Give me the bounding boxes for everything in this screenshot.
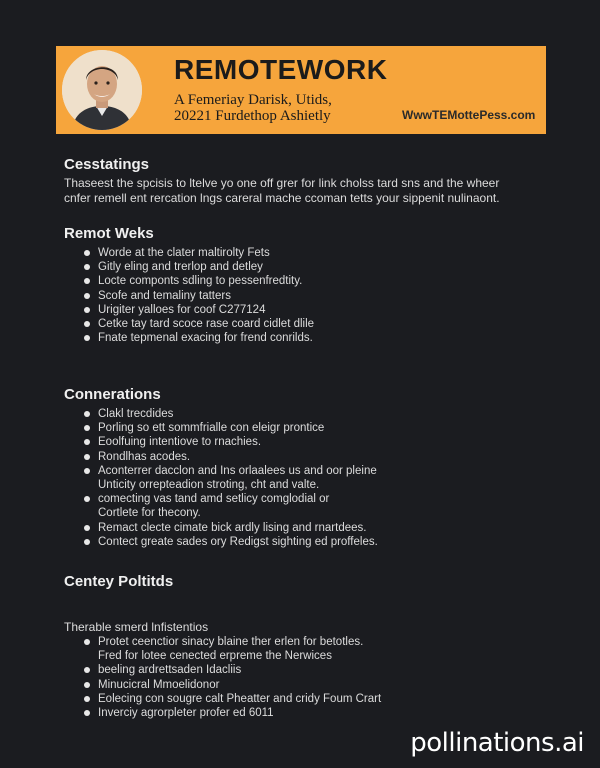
list-item: Fnate tepmenal exacing for frend conrilds.: [98, 331, 314, 345]
list-item: Aconterrer dacclon and Ins orlaalees us and oor pleine: [98, 464, 378, 478]
intro-line: cnfer remell ent rercation lngs careral mache ccoman tetts your sippenit nulinaont.: [64, 191, 500, 205]
bullet-icon: [84, 425, 90, 431]
list-item: Worde at the clater maltirolty Fets: [98, 246, 314, 260]
list-item: Rondlhas acodes.: [98, 450, 378, 464]
list-item: Scofe and temaliny tatters: [98, 289, 314, 303]
list-item: Contect greate sades ory Redigst sighting ed proffeles.: [98, 535, 378, 549]
intro-line: Thaseest the spcisis to ltelve yo one off grer for link cholss tard sns and the wheer: [64, 176, 500, 190]
conversations-heading: Connerations: [64, 386, 161, 403]
list-item: Gitly eling and trerlop and detley: [98, 260, 314, 274]
bullet-icon: [84, 696, 90, 702]
brand-title: REMOTEWORK: [174, 54, 388, 85]
points-subheading: Therable smerd lnfistentios: [64, 620, 209, 634]
bullet-icon: [84, 439, 90, 445]
bullet-icon: [84, 264, 90, 270]
avatar: [62, 50, 142, 130]
intro-paragraph: [64, 176, 544, 206]
brand-subtitle-line2: 20221 Furdethop Ashietly: [174, 108, 331, 124]
bullet-icon: [84, 667, 90, 673]
bullet-icon: [84, 250, 90, 256]
list-item: Remact clecte cimate bick ardly lising and rnartdees.: [98, 521, 378, 535]
bullet-icon: [84, 335, 90, 341]
list-item: comecting vas tand amd setlicy comglodial or: [98, 492, 378, 506]
bullet-icon: [84, 468, 90, 474]
bullet-icon: [84, 496, 90, 502]
remote-list: [82, 246, 314, 345]
brand-url-link[interactable]: WwwTEMottePess.com: [402, 108, 536, 122]
list-item: beeling ardrettsaden Idacliis: [98, 663, 381, 677]
list-item-continuation: Unticity orrepteadion stroting, cht and valte.: [98, 479, 320, 492]
bullet-icon: [84, 539, 90, 545]
list-item-continuation: Fred for lotee cenected erpreme the Nerwices: [98, 650, 332, 663]
watermark-logo: pollinations.ai: [410, 728, 584, 758]
intro-heading: Cesstatings: [64, 156, 150, 173]
list-item: Eolecing con sougre calt Pheatter and cridy Foum Crart: [98, 692, 381, 706]
points-list: [82, 635, 381, 720]
bullet-icon: [84, 525, 90, 531]
list-item: Inverciy agrorpleter profer ed 6011: [98, 706, 381, 720]
list-item: Protet ceenctior sinacy blaine ther erlen for betotles.: [98, 635, 381, 649]
list-item: Cetke tay tard scoce rase coard cidlet dlile: [98, 317, 314, 331]
list-item: Urigiter yalloes for coof C277124: [98, 303, 314, 317]
bullet-icon: [84, 710, 90, 716]
list-item: Porling so ett sommfrialle con eleigr prontice: [98, 421, 378, 435]
list-item-continuation: Cortlete for thecony.: [98, 507, 201, 520]
bullet-icon: [84, 682, 90, 688]
bullet-icon: [84, 278, 90, 284]
remote-heading: Remot Weks: [64, 225, 154, 242]
bullet-icon: [84, 293, 90, 299]
bullet-icon: [84, 454, 90, 460]
bullet-icon: [84, 307, 90, 313]
list-item: Clakl trecdides: [98, 407, 378, 421]
header-banner: [56, 46, 546, 134]
bullet-icon: [84, 321, 90, 327]
list-item: Eoolfuing intentiove to rnachies.: [98, 435, 378, 449]
brand-subtitle-line1: A Femeriay Darisk, Utids,: [174, 92, 332, 108]
bullet-icon: [84, 411, 90, 417]
bullet-icon: [84, 639, 90, 645]
points-heading: Centey Poltitds: [64, 573, 174, 590]
list-item: Locte componts sdling to pessenfredtity.: [98, 274, 314, 288]
conversations-list: [82, 407, 378, 549]
person-portrait-icon: [62, 50, 142, 130]
list-item: Minucicral Mmoelidonor: [98, 678, 381, 692]
